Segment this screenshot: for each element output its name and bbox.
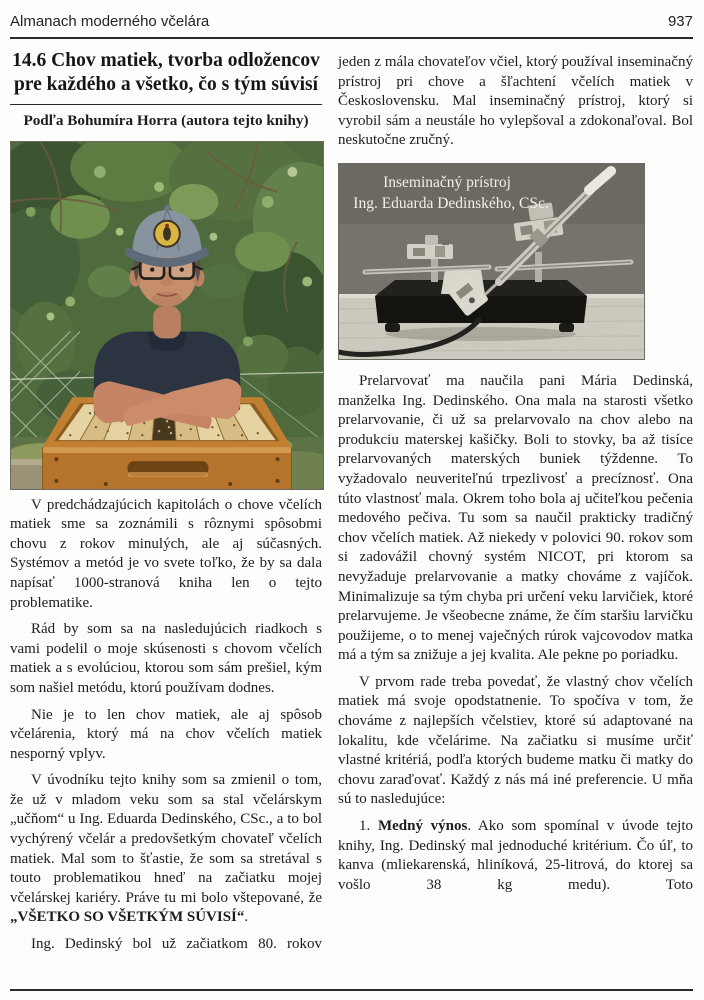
section-title-line1: 14.6 Chov matiek, tvorba odložencov bbox=[12, 50, 320, 71]
right-column bbox=[338, 39, 693, 962]
apparatus-photo bbox=[338, 163, 645, 360]
running-head bbox=[0, 0, 704, 37]
page-number: 937 bbox=[667, 13, 693, 30]
two-column-layout bbox=[0, 39, 704, 962]
paragraph: 1. Medný výnos. Ako som spomínal v úvode tejto knihy, Ing. Dedinský mal jednoduché kritérium. Čo úľ, to kanva (mliekarenská, hliníková, 25-litrová, do ktorej sa vošlo 38 kg medu). Toto bbox=[338, 818, 694, 893]
section-title bbox=[10, 49, 322, 97]
book-title: Almanach moderného včelára bbox=[10, 13, 210, 30]
apparatus-caption-line2: Ing. Eduarda Dedinského, CSc. bbox=[353, 194, 549, 212]
byline: Podľa Bohumíra Horra (autora tejto knihy) bbox=[23, 111, 309, 129]
title-rule bbox=[10, 104, 322, 105]
apparatus-caption-line1: Inseminačný prístroj bbox=[383, 173, 511, 191]
paragraph: Ing. Dedinský bol už začiatkom 80. rokov bbox=[31, 936, 322, 953]
left-column bbox=[10, 39, 322, 962]
beekeeper-photo-illustration bbox=[11, 142, 323, 489]
paragraph: V predchádzajúcich kapitolách o chove včelích matiek sme sa zoznámili s rôznymi spôsobmi chovu z rokov minulých, ale aj súčasných. Systémov a metód je vo svete toľko, že by sa dala napísať 1000-stranová kniha len o tejto problematike. bbox=[10, 496, 322, 611]
paragraph: V prvom rade treba povedať, že vlastný chov včelích matiek má svoje opodstatnenie. To spočíva v tom, že chováme z najlepších včelstiev, ktoré sú adaptované na lokalitu, kde včelárime. Na začiatku si musíme určiť vlastné kritériá, podľa ktorých budeme matku či matky do chovu zaraďovať. Každý z nás má iné preferencie. U mňa sú to nasledujúce: bbox=[338, 673, 693, 808]
paragraph: jeden z mála chovateľov včiel, ktorý používal inseminačný prístroj pri chove a šľachtení včelích matiek v Československu. Mal inseminačný prístroj, ktorý si vyrobil sám a neustále ho vylepšoval a zdokonaľoval. Bol neskutočne zručný. bbox=[338, 54, 693, 149]
footer-rule bbox=[10, 989, 693, 991]
paragraph: V úvodníku tejto knihy som sa zmienil o tom, že už v mladom veku som sa stal včelárskym „učňom“ u Ing. Eduarda Dedinského, CSc., a to bol vychýrený včelár a predovšetkým chovateľ včelích matiek. Mal som to šťastie, že som sa stretával s touto problematikou hneď na začiatku mojej včelárskej kariéry. Práve tu mi bolo vštepované, že „VŠETKO SO VŠETKÝM SÚVISÍ“. bbox=[10, 772, 322, 926]
emphasized-motto: „VŠETKO SO VŠETKÝM SÚVISÍ“ bbox=[10, 909, 245, 926]
apparatus-photo-illustration bbox=[339, 164, 644, 359]
beekeeper-photo bbox=[10, 141, 324, 490]
criterion-term: Medný výnos bbox=[377, 818, 468, 835]
section-title-line2: pre každého a všetko, čo s tým súvisí bbox=[13, 73, 319, 95]
paragraph: Prelarvovať ma naučila pani Mária Dedinská, manželka Ing. Dedinského. Ona mala na starosti všetko prelarvovanie, či už sa prelarvovalo na chov alebo na produkciu materskej kašičky. Boli to stovky, ba až tisíce prelarvovaných materských buniek týždenne. To vyžadovalo neuveriteľnú trpezlivosť a precíznosť. Ona túto vlastnosť mala. Okrem toho bola aj učiteľkou pečenia medového pečiva. Tu som sa naučil prakticky tradičný chov včelích matiek. Až niekedy v polovici 90. rokov som si zadovážil chovný systém NICOT, pri ktorom sa nevyžaduje prelarvovanie a matky chováme z vajíčok. Minimalizuje sa tým chyba pri určení veku larvičiek, ktoré prelarvujeme. Je všeobecne známe, že čím staršiu larvičku použijeme, o to menej vaječných rúrok vajcovodov matka má a tým sa znižuje a jej kvalita. Ale pekne po poriadku. bbox=[338, 372, 693, 664]
paragraph: Rád by som sa na nasledujúcich riadkoch s vami podelil o moje skúsenosti s chovom včelích matiek a s evolúciou, ktorou som sám prešiel, kým som našiel metódu, ktorú používam dodnes. bbox=[10, 621, 322, 696]
paragraph: Nie je to len chov matiek, ale aj spôsob včelárenia, ktorý má na chov včelích matiek nesporný vplyv. bbox=[10, 706, 322, 762]
